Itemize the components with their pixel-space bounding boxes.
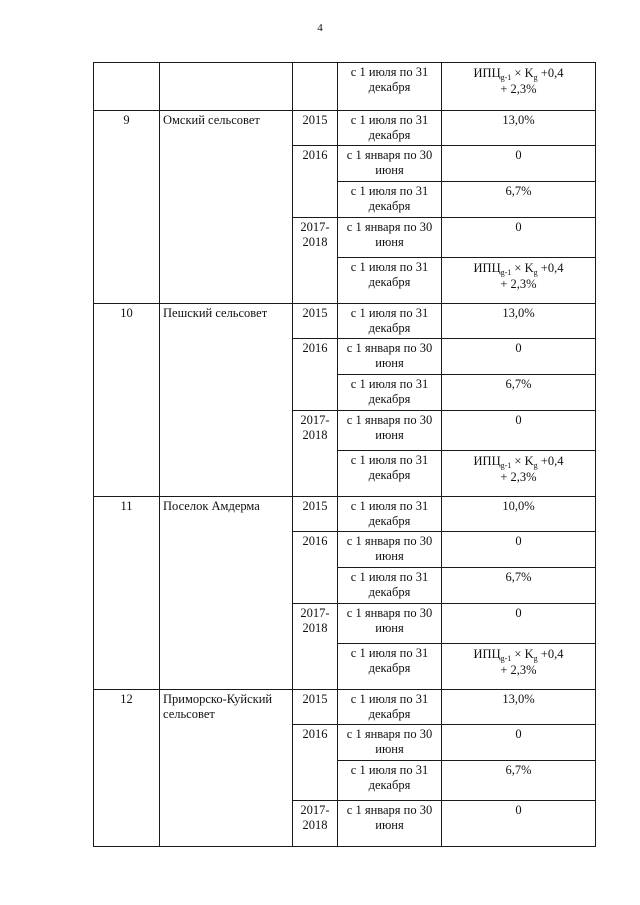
cell-year: 2015 (293, 111, 338, 146)
cell-municipality: Пешский сельсовет (160, 304, 293, 497)
cell-number: 12 (94, 690, 160, 847)
cell-value: 6,7% (442, 375, 596, 411)
formula-line1: $ИПЦ_{g-1} \times K_g +0,4$ (473, 454, 564, 470)
cell-period: с 1 января по 30 июня (338, 218, 442, 258)
cell-number (94, 63, 160, 111)
cell-municipality: Поселок Амдерма (160, 497, 293, 690)
cell-value (442, 644, 596, 690)
cell-value: 6,7% (442, 568, 596, 604)
cell-value: 6,7% (442, 182, 596, 218)
cell-value: 0 (442, 725, 596, 761)
cell-period: с 1 января по 30 июня (338, 411, 442, 451)
cell-value (442, 258, 596, 304)
cell-period: с 1 июля по 31 декабря (338, 568, 442, 604)
tariff-table (93, 62, 596, 847)
table-row (94, 690, 596, 725)
cell-year (293, 63, 338, 111)
cell-period: с 1 января по 30 июня (338, 146, 442, 182)
cell-value: 13,0% (442, 690, 596, 725)
cell-year: 2017-2018 (293, 411, 338, 497)
table-row (94, 63, 596, 111)
formula-line1: $ИПЦ_{g-1} \times K_g +0,4$ (473, 66, 564, 82)
cell-value: 0 (442, 801, 596, 847)
cell-year: 2016 (293, 532, 338, 604)
cell-period: с 1 июля по 31 декабря (338, 304, 442, 339)
formula-line2: + 2,3% (500, 82, 537, 96)
cell-value: 0 (442, 339, 596, 375)
cell-value: 0 (442, 146, 596, 182)
cell-year: 2017-2018 (293, 604, 338, 690)
cell-year: 2015 (293, 304, 338, 339)
cell-municipality (160, 63, 293, 111)
cell-municipality: Омский сельсовет (160, 111, 293, 304)
cell-value: 0 (442, 604, 596, 644)
cell-year: 2017-2018 (293, 801, 338, 847)
formula (474, 260, 564, 292)
cell-year: 2015 (293, 690, 338, 725)
table-row (94, 111, 596, 146)
cell-value: 13,0% (442, 304, 596, 339)
cell-period: с 1 июля по 31 декабря (338, 258, 442, 304)
formula-line1: $ИПЦ_{g-1} \times K_g +0,4$ (473, 647, 564, 663)
cell-value: 0 (442, 532, 596, 568)
cell-period: с 1 января по 30 июня (338, 801, 442, 847)
cell-value (442, 63, 596, 111)
table-body (94, 63, 596, 847)
cell-value (442, 451, 596, 497)
formula-line1: $ИПЦ_{g-1} \times K_g +0,4$ (473, 261, 564, 277)
table-row (94, 497, 596, 532)
formula (474, 65, 564, 97)
cell-period: с 1 июля по 31 декабря (338, 497, 442, 532)
cell-number: 10 (94, 304, 160, 497)
cell-period: с 1 июля по 31 декабря (338, 63, 442, 111)
cell-period: с 1 июля по 31 декабря (338, 644, 442, 690)
cell-period: с 1 января по 30 июня (338, 339, 442, 375)
cell-year: 2015 (293, 497, 338, 532)
cell-year: 2017-2018 (293, 218, 338, 304)
cell-value: 0 (442, 411, 596, 451)
cell-number: 11 (94, 497, 160, 690)
cell-value: 13,0% (442, 111, 596, 146)
formula-line2: + 2,3% (500, 663, 537, 677)
cell-year: 2016 (293, 725, 338, 801)
formula (474, 453, 564, 485)
cell-value: 10,0% (442, 497, 596, 532)
cell-number: 9 (94, 111, 160, 304)
cell-period: с 1 января по 30 июня (338, 725, 442, 761)
cell-period: с 1 января по 30 июня (338, 532, 442, 568)
formula (474, 646, 564, 678)
cell-period: с 1 июля по 31 декабря (338, 451, 442, 497)
cell-period: с 1 июля по 31 декабря (338, 111, 442, 146)
cell-period: с 1 июля по 31 декабря (338, 375, 442, 411)
cell-period: с 1 июля по 31 декабря (338, 182, 442, 218)
cell-period: с 1 июля по 31 декабря (338, 761, 442, 801)
table-row (94, 304, 596, 339)
formula-line2: + 2,3% (500, 470, 537, 484)
cell-period: с 1 января по 30 июня (338, 604, 442, 644)
cell-value: 6,7% (442, 761, 596, 801)
cell-municipality: Приморско-Куйский сельсовет (160, 690, 293, 847)
cell-value: 0 (442, 218, 596, 258)
cell-year: 2016 (293, 339, 338, 411)
cell-period: с 1 июля по 31 декабря (338, 690, 442, 725)
formula-line2: + 2,3% (500, 277, 537, 291)
cell-year: 2016 (293, 146, 338, 218)
page-number: 4 (317, 22, 323, 34)
